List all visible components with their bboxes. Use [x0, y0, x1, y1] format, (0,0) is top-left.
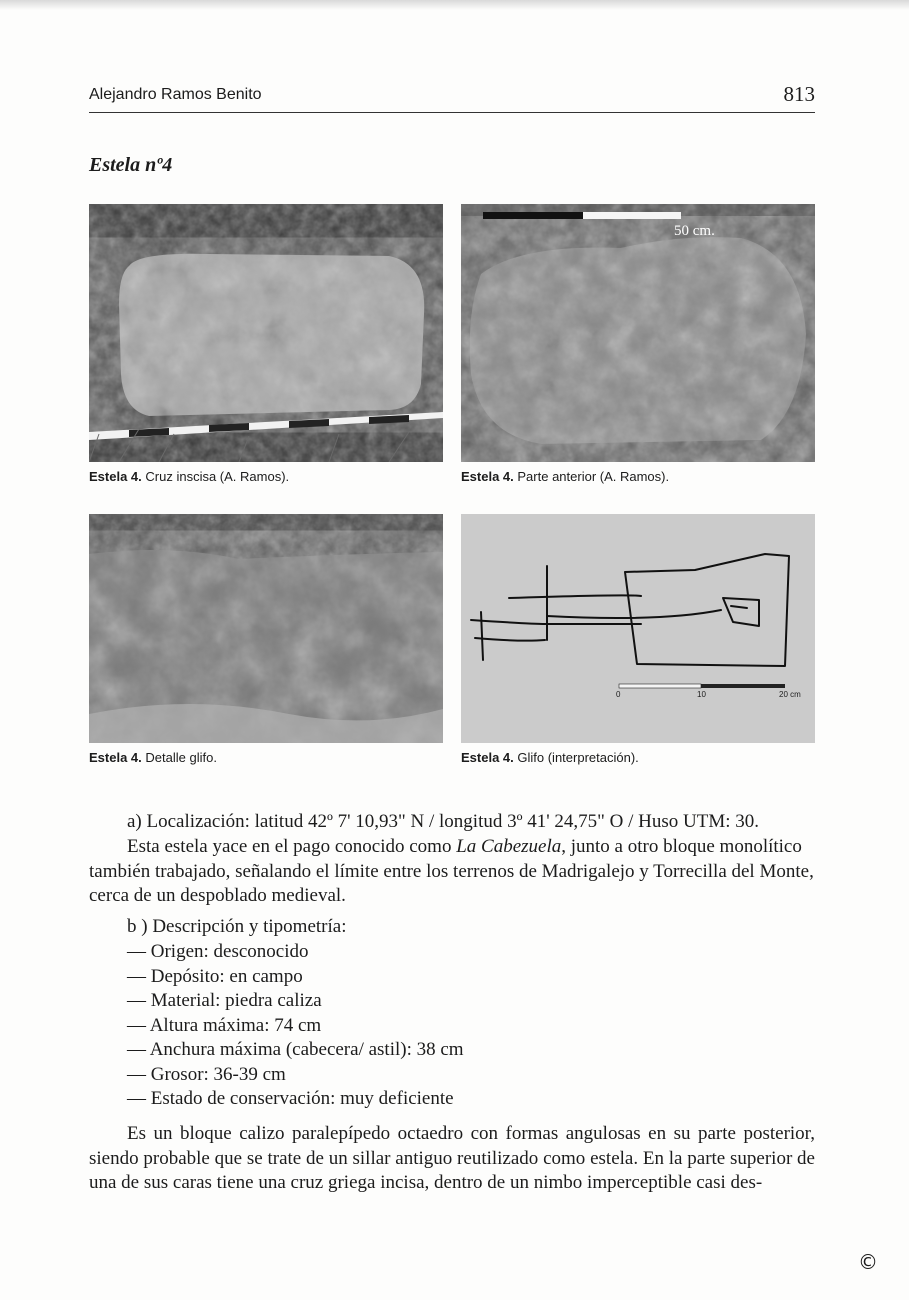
descripcion-item: — Material: piedra caliza — [127, 990, 322, 1011]
photo-parte-anterior — [461, 204, 815, 462]
intro-text-2: , junto a otro bloque monolítico también trabajado, señalando el límite entre los terrenos de Madrigalejo y Torrecilla del Monte, cerca de un despoblado medieval. — [89, 836, 814, 906]
intro-paragraph — [89, 835, 815, 909]
place-name: La Cabezuela — [456, 836, 562, 857]
descripcion-item: — Anchura máxima (cabecera/ astil): 38 cm — [127, 1039, 464, 1060]
figure-caption-1 — [89, 469, 289, 484]
scale-tick-20cm: 20 cm — [779, 690, 801, 699]
scale-tick-0: 0 — [616, 690, 621, 699]
descripcion-heading: b ) Descripción y tipometría: — [127, 916, 347, 937]
running-header — [89, 84, 815, 113]
copyright-symbol: © — [858, 1250, 878, 1274]
figure-caption-text-2: Parte anterior (A. Ramos). — [517, 469, 670, 484]
figure-label-3: Estela 4. — [89, 750, 142, 765]
figure-caption-2 — [461, 469, 669, 484]
descripcion-item: — Grosor: 36-39 cm — [127, 1064, 286, 1085]
intro-text-1: Esta estela yace en el pago conocido como — [127, 836, 457, 857]
descripcion-item: — Origen: desconocido — [127, 941, 309, 962]
figure-caption-text-1: Cruz inscisa (A. Ramos). — [145, 469, 290, 484]
author-name: Alejandro Ramos Benito — [89, 86, 262, 103]
figure-label-2: Estela 4. — [461, 469, 514, 484]
drawing-glifo-interpretacion — [461, 514, 815, 743]
figure-caption-3 — [89, 750, 217, 765]
scan-top-shade — [0, 0, 909, 10]
figure-caption-text-3: Detalle glifo. — [145, 750, 217, 765]
closing-paragraph: Es un bloque calizo paralepípedo octaedro con formas angulosas en su parte posterior, siendo probable que se trate de un sillar antiguo reutilizado como estela. En la parte superior de una de sus caras tiene una cruz griega incisa, dentro de un nimbo imperceptible casi des- — [89, 1123, 815, 1193]
descripcion-item: — Depósito: en campo — [127, 966, 303, 987]
photo-detalle-glifo — [89, 514, 443, 743]
scale-bar-label: 50 cm. — [674, 223, 715, 239]
scale-tick-10: 10 — [697, 690, 706, 699]
section-title: Estela nº4 — [89, 154, 173, 176]
photo-cruz-inscisa — [89, 204, 443, 462]
figure-caption-text-4: Glifo (interpretación). — [517, 750, 639, 765]
figure-label-1: Estela 4. — [89, 469, 142, 484]
page-number: 813 — [783, 82, 815, 106]
localizacion-line: a) Localización: latitud 42º 7' 10,93" N / longitud 3º 41' 24,75" O / Huso UTM: 30. — [127, 811, 760, 832]
figure-label-4: Estela 4. — [461, 750, 514, 765]
descripcion-item: — Altura máxima: 74 cm — [127, 1015, 322, 1036]
figure-caption-4 — [461, 750, 639, 765]
descripcion-item: — Estado de conservación: muy deficiente — [127, 1088, 454, 1109]
